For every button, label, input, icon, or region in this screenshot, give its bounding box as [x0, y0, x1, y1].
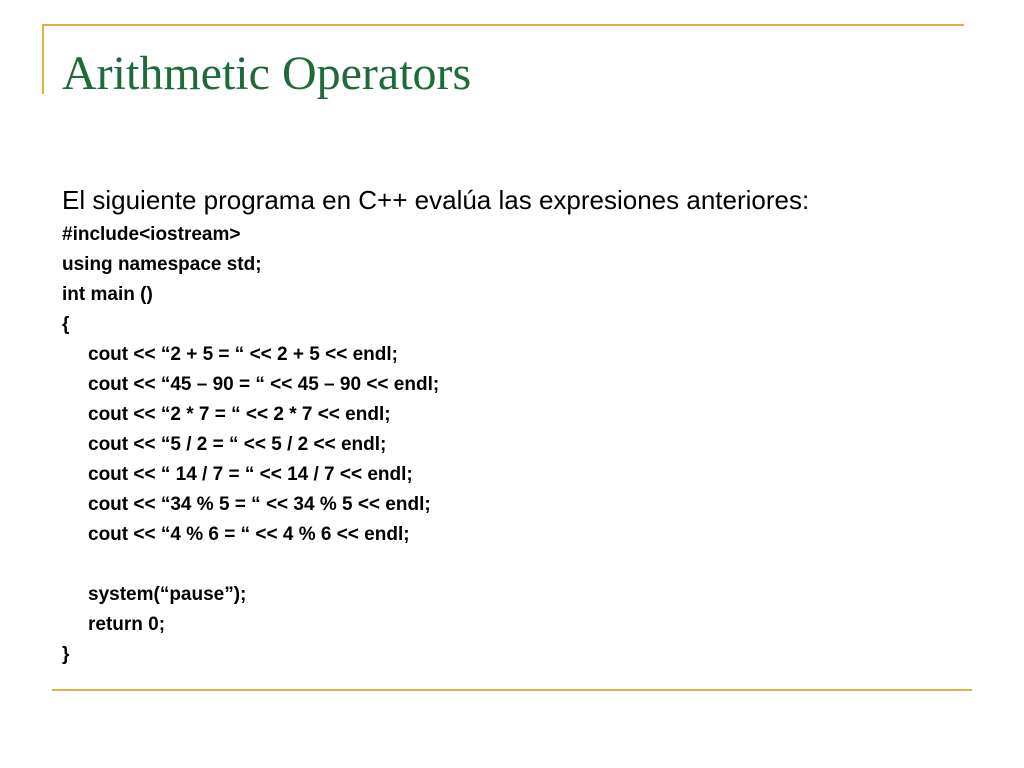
- code-line: cout << “2 * 7 = “ << 2 * 7 << endl;: [88, 404, 391, 425]
- code-line: int main (): [62, 284, 153, 305]
- code-line-blank: [62, 550, 439, 580]
- code-line: }: [62, 644, 70, 665]
- code-line: cout << “ 14 / 7 = “ << 14 / 7 << endl;: [88, 464, 413, 485]
- code-line: cout << “45 – 90 = “ << 45 – 90 << endl;: [88, 374, 440, 395]
- slide-title: Arithmetic Operators: [62, 47, 472, 100]
- code-line: return 0;: [88, 614, 166, 635]
- intro-text: El siguiente programa en C++ evalúa las expresiones anteriores:: [62, 185, 810, 215]
- code-line: system(“pause”);: [88, 584, 247, 605]
- code-line: cout << “34 % 5 = “ << 34 % 5 << endl;: [88, 494, 431, 515]
- code-line: cout << “4 % 6 = “ << 4 % 6 << endl;: [88, 524, 410, 545]
- frame-top-rule: [42, 24, 964, 26]
- code-listing: [62, 220, 439, 670]
- code-line: cout << “5 / 2 = “ << 5 / 2 << endl;: [88, 434, 387, 455]
- code-line: using namespace std;: [62, 254, 262, 275]
- frame-bottom-rule: [52, 689, 972, 691]
- code-line: #include<iostream>: [62, 224, 241, 245]
- code-line: cout << “2 + 5 = “ << 2 + 5 << endl;: [88, 344, 398, 365]
- code-line: {: [62, 314, 70, 335]
- frame-left-rule: [42, 24, 44, 94]
